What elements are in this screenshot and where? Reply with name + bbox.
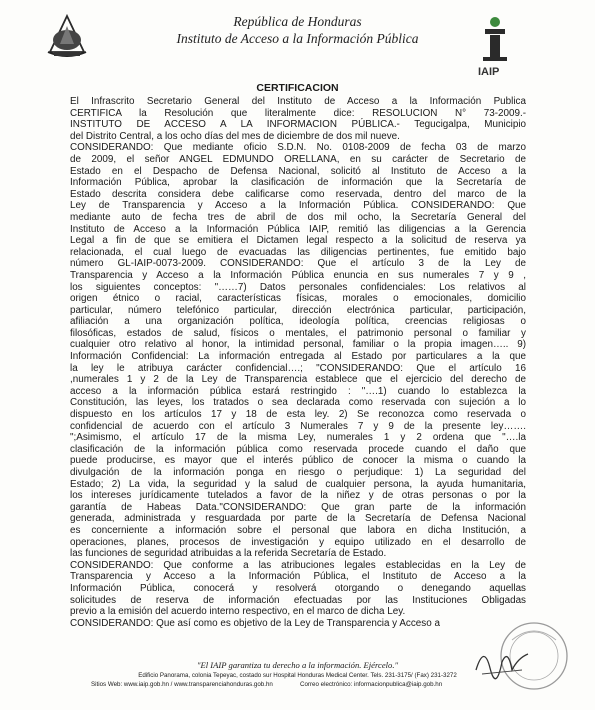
- body-line: Información Confidencial: La información entregada al Estado por particulares a la que: [70, 351, 526, 363]
- body-line: Información Pública, aprobar la clasificación de información que la Secretaría de: [70, 177, 526, 189]
- body-line: la ley le atribuya carácter confidencial….; "CONSIDERANDO: Que el artículo 16: [70, 362, 526, 374]
- body-line: clasificación de la información pública como reservada procede cuando el daño que: [70, 443, 526, 455]
- body-line: filosóficas, estados de salud, físicos o mentales, el patrimonio personal o familiar y: [70, 327, 526, 339]
- body-line: acceso a la información pública estará restringido : "….1) cuando lo establezca la: [70, 385, 526, 397]
- body-line: de 2009, el señor ANGEL EDMUNDO ORELLANA, en su carácter de Secretario de: [70, 153, 526, 165]
- body-line: es concerniente a información sobre el personal que labora en dicha Institución, a: [70, 524, 526, 536]
- body-line: Instituto de Acceso a la Información Pública IAIP, remitió las diligencias a la Gerencia: [70, 223, 526, 235]
- body-line: Estado descrita considera debe calificarse como reservada, dentro del marco de la: [70, 188, 526, 200]
- body-line: operaciones, planes, procesos de investigación y equipo utilizado en el desarrollo de: [70, 536, 526, 548]
- body-line: mediante auto de fecha tres de abril de dos mil ocho, la Secretaría General del: [70, 211, 526, 223]
- footer-motto: "El IAIP garantiza tu derecho a la información. Ejércelo.": [196, 660, 399, 670]
- body-line: Estado; 2) La vida, la seguridad y la salud de cualquier persona, la ayuda humanitaria,: [70, 478, 526, 490]
- body-line: El Infrascrito Secretario General del Instituto de Acceso a la Información Publica: [70, 96, 526, 107]
- body-line: los intereses jurídicamente tutelados a favor de la niñez y de otras personas o por la: [70, 490, 526, 502]
- body-line: puede producirse, es mayor que el interés público de conocer la misma o cuando la: [70, 455, 526, 467]
- body-line: los siguientes conceptos: "……7) Datos personales confidenciales: Los relativos al: [70, 281, 526, 293]
- iaip-logo-text: IAIP: [478, 66, 500, 78]
- body-line: origen étnico o racial, características físicas, morales o emocionales, domicilio: [70, 293, 526, 305]
- footer-websites: Sitios Web: www.iaip.gob.hn / www.transparenciahonduras.gob.hn: [91, 681, 273, 688]
- body-line: garantía de Habeas Data."CONSIDERANDO: Que gran parte de la información: [70, 501, 526, 513]
- body-line: número GL-IAIP-0073-2009. CONSIDERANDO: Que el artículo 3 de la Ley de: [70, 258, 526, 270]
- document-title: CERTIFICACION: [256, 82, 339, 94]
- body-line: confidencial de acuerdo con el artículo 3 Numerales 7 y 9 de la presente ley…….: [70, 420, 526, 432]
- body-line: Ley de Transparencia y Acceso a la Información Pública. CONSIDERANDO: Que: [70, 200, 526, 212]
- footer-email: Correo electrónico: informacionpublica@iaip.gob.hn: [300, 681, 443, 688]
- body-line: divulgación de la información ponga en riesgo o perjudique: 1) La seguridad del: [70, 467, 526, 478]
- body-line: afiliación a una organización política, ideología política, creencias religiosas o: [70, 316, 526, 328]
- footer-address: Edificio Panorama, colonia Tepeyac, costado sur Hospital Honduras Medical Center. Tels. 231-3175/ (Fax) 231-3272: [138, 672, 457, 679]
- body-line: Transparencia y Acceso a la Información Pública, el Instituto de Acceso a la: [70, 571, 526, 583]
- body-line: las funciones de seguridad atribuidas a la referida Secretaría de Estado.: [70, 548, 387, 560]
- body-line: previo a la emisión del acuerdo interno respectivo, en el marco de dicha Ley.: [70, 606, 406, 618]
- iaip-logo-icon: [472, 14, 518, 66]
- body-line: Estado en el Despacho de Defensa Nacional, solicitó al Instituto de Acceso a la: [70, 165, 526, 177]
- header-country: República de Honduras: [233, 14, 362, 29]
- body-line: del Distrito Central, a los ocho días del mes de diciembre de dos mil nueve.: [70, 130, 400, 142]
- body-line: cualquier otro relativo al honor, la intimidad personal, familiar o la propia imagen….. 9): [70, 339, 526, 351]
- body-line: Información Pública, conocerá y resolverá otorgando o denegando aquellas: [70, 582, 526, 594]
- body-line: INSTITUTO DE ACCESO A LA INFORMACION PÚBLICA.- Tegucigalpa, Municipio: [70, 119, 526, 131]
- body-line: Transparencia y Acceso a la Información Pública enuncia en sus numerales 7 y 9 ,: [70, 269, 526, 281]
- resolution-body: [70, 96, 526, 629]
- body-line: particular, número telefónico particular, dirección electrónica particular, participación,: [70, 304, 526, 316]
- body-line: ";Asimismo, el artículo 17 de la misma Ley, numerales 1 y 2 ordena que "….la: [70, 432, 526, 444]
- body-line: CONSIDERANDO: Que mediante oficio S.D.N. No. 0108-2009 de fecha 03 de marzo: [70, 142, 526, 154]
- body-line: ,numerales 1 y 2 de la Ley de Transparencia establece que el ejercicio del derecho de: [70, 374, 526, 386]
- body-line: Constitución, las leyes, los tratados o sea declarada como reservada con sujeción a lo: [70, 397, 526, 409]
- body-line: generada, administrada y resguardada por parte de la Secretaría de Defensa Nacional: [70, 513, 526, 525]
- body-line: CONSIDERANDO: Que conforme a las atribuciones legales establecidas en la Ley de: [70, 559, 526, 571]
- body-line: dispuesto en los artículos 17 y 18 de esta ley. 2) Se reconozca como reservada o: [70, 409, 526, 421]
- body-line: CERTIFICA la Resolución que literalmente dice: RESOLUCION N° 73-2009.-: [70, 107, 526, 119]
- header-institution: Instituto de Acceso a la Información Pública: [176, 31, 419, 46]
- body-line: solicitudes de reserva de información efectuadas por las Instituciones Obligadas: [70, 594, 526, 606]
- body-line: Legal a fin de que se emitiera el Dictamen legal respecto a la solicitud de reserva ya: [70, 235, 526, 247]
- body-line: CONSIDERANDO: Que así como es objetivo de la Ley de Transparencia y Acceso a: [70, 617, 440, 629]
- body-line: relacionada, el cual luego de evacuadas las diligencias pertinentes, fue emitido bajo: [70, 246, 526, 258]
